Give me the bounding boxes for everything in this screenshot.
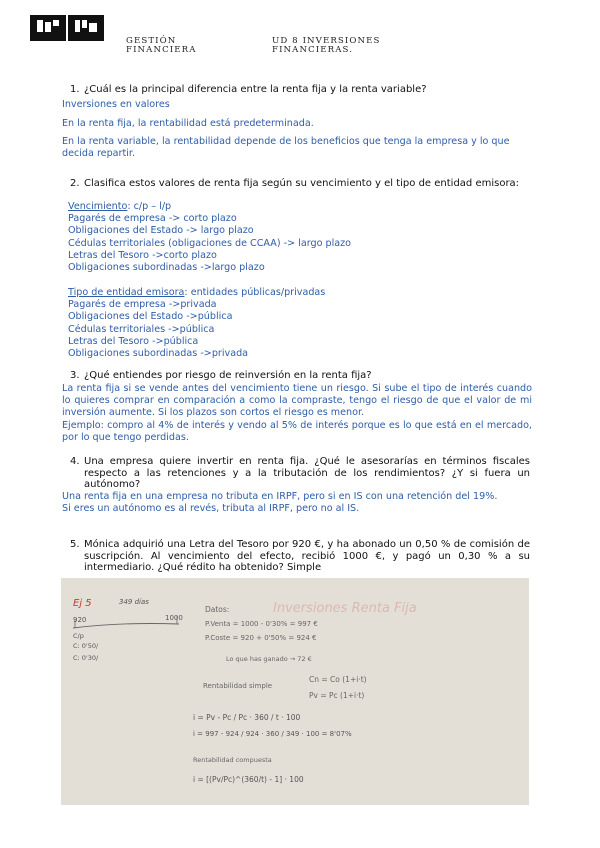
answer-1c: En la renta variable, la rentabilidad depende de los beneficios que tenga la empresa y lo que decida repartir.: [62, 136, 510, 160]
unit-line-2: FINANCIERAS.: [272, 44, 354, 55]
question-2: [70, 178, 530, 190]
simple-return-label: Rentabilidad simple: [203, 682, 273, 690]
question-5: [70, 539, 530, 574]
handwritten-notes: [61, 578, 529, 805]
answer-4-freelancer: Si eres un autónomo es al revés, tributa al IRPF, pero no al IS.: [62, 503, 360, 515]
list-item: Obligaciones subordinadas ->privada: [68, 348, 249, 360]
answer-2-maturity: [68, 201, 528, 274]
subject-line-1: GESTIÓN: [126, 36, 177, 46]
list-item: Pagarés de empresa -> corto plazo: [68, 213, 237, 225]
short-term-label: C/p: [73, 632, 84, 640]
subject-line-2: FINANCIERA: [126, 44, 197, 55]
unit-header: [272, 37, 381, 54]
maturity-heading-suffix: : c/p – l/p: [127, 201, 172, 212]
capital-formula: Cn = Co (1+i·t): [309, 675, 367, 684]
question-number: 1.: [70, 84, 80, 95]
price-1000: 1000: [165, 614, 183, 622]
answer-1a: Inversiones en valores: [62, 99, 170, 110]
question-text: ¿Cuál es la principal diferencia entre la renta fija y la renta variable?: [84, 84, 427, 95]
answer-3-example: Ejemplo: compro al 4% de interés y vendo al 5% de interés porque es lo que está en el mercado, por lo que tengo perdidas.: [62, 419, 532, 443]
earned-amount: Lo que has ganado → 72 €: [226, 655, 312, 663]
question-number: 3.: [70, 370, 80, 381]
question-number: 4.: [70, 456, 80, 467]
unit-line-1: UD 8 INVERSIONES: [272, 36, 381, 46]
commission-050: C: 0'50/: [73, 642, 99, 650]
list-item: Letras del Tesoro ->pública: [68, 335, 199, 347]
question-text: Clasifica estos valores de renta fija según su vencimiento y el tipo de entidad emisora:: [84, 178, 520, 189]
commission-030: C: 0'30/: [73, 654, 99, 662]
question-number: 5.: [70, 539, 80, 550]
rate-substitution: i = 997 - 924 / 924 · 360 / 349 · 100 = 8'07%: [193, 730, 352, 738]
compound-return-label: Rentabilidad compuesta: [193, 756, 272, 764]
issuer-heading: [68, 287, 528, 299]
answer-4: [62, 491, 532, 515]
question-text: ¿Qué entiendes por riesgo de reinversión en la renta fija?: [84, 370, 372, 381]
list-item: Letras del Tesoro ->corto plazo: [68, 249, 217, 261]
issuer-heading-label: Tipo de entidad emisora: [68, 287, 185, 298]
maturity-heading-label: Vencimiento: [68, 201, 128, 212]
answer-1b: En la renta fija, la rentabilidad está predeterminada.: [62, 118, 314, 129]
list-item: Pagarés de empresa ->privada: [68, 299, 217, 311]
sale-price-calc: P.Venta = 1000 - 0'30% = 997 €: [205, 620, 318, 628]
svg-text:Inversiones Renta Fija: Inversiones Renta Fija: [273, 601, 417, 616]
department-logo-icon: [74, 19, 98, 33]
question-number: 2.: [70, 178, 80, 189]
compound-formula: i = [(Pv/Pc)^(360/t) - 1] · 100: [193, 775, 304, 784]
data-label: Datos:: [205, 605, 230, 614]
cost-price-calc: P.Coste = 920 + 0'50% = 924 €: [205, 634, 317, 642]
school-logo: [30, 15, 66, 41]
department-logo: [68, 15, 104, 41]
issuer-heading-suffix: : entidades públicas/privadas: [184, 287, 326, 298]
school-logo-icon: [36, 19, 60, 33]
answer-3-text: La renta fija si se vende antes del vencimiento tiene un riesgo. Si sube el tipo de interés cuando lo quieres comprar en comparación a como la compraste, tengo el riesgo de que el valor de mi inversión aumente. Si los plazos son cortos el riesgo es menor.: [62, 383, 532, 419]
list-item: Obligaciones del Estado ->pública: [68, 311, 233, 323]
answer-2-issuer: [68, 287, 528, 360]
price-920: 920: [73, 616, 87, 624]
question-text: Mónica adquirió una Letra del Tesoro por 920 €, y ha abonado un 0,50 % de comisión de suscripción. Al vencimiento del efecto, recibió 1000 €, y pagó un 0,30 % a su intermediario. ¿Qué rédito ha obtenido? Simple: [84, 539, 530, 574]
list-item: Cédulas territoriales ->pública: [68, 323, 215, 335]
exercise-label: Ej 5: [73, 598, 92, 609]
question-4: [70, 456, 530, 491]
rate-formula: i = Pv - Pc / Pc · 360 / t · 100: [193, 713, 301, 722]
list-item: Obligaciones subordinadas ->largo plazo: [68, 262, 265, 274]
answer-3: [62, 383, 532, 444]
question-3: [70, 370, 530, 382]
subject-header: [126, 37, 197, 54]
answer-4-company: Una renta fija en una empresa no tributa en IRPF, pero si en IS con una retención del 19%.: [62, 491, 498, 502]
question-1: [70, 84, 530, 96]
question-text: Una empresa quiere invertir en renta fija. ¿Qué le asesorarías en términos fiscales respecto a las retenciones y a la tributación de los rendimientos? ¿Y si fuera un autónomo?: [84, 456, 530, 491]
days-label: 349 días: [119, 598, 149, 606]
price-formula: Pv = Pc (1+i·t): [309, 691, 365, 700]
list-item: Cédulas territoriales (obligaciones de CCAA) -> largo plazo: [68, 237, 352, 249]
handwritten-solution-photo: [61, 578, 529, 805]
maturity-heading: [68, 201, 528, 213]
list-item: Obligaciones del Estado -> largo plazo: [68, 225, 254, 237]
